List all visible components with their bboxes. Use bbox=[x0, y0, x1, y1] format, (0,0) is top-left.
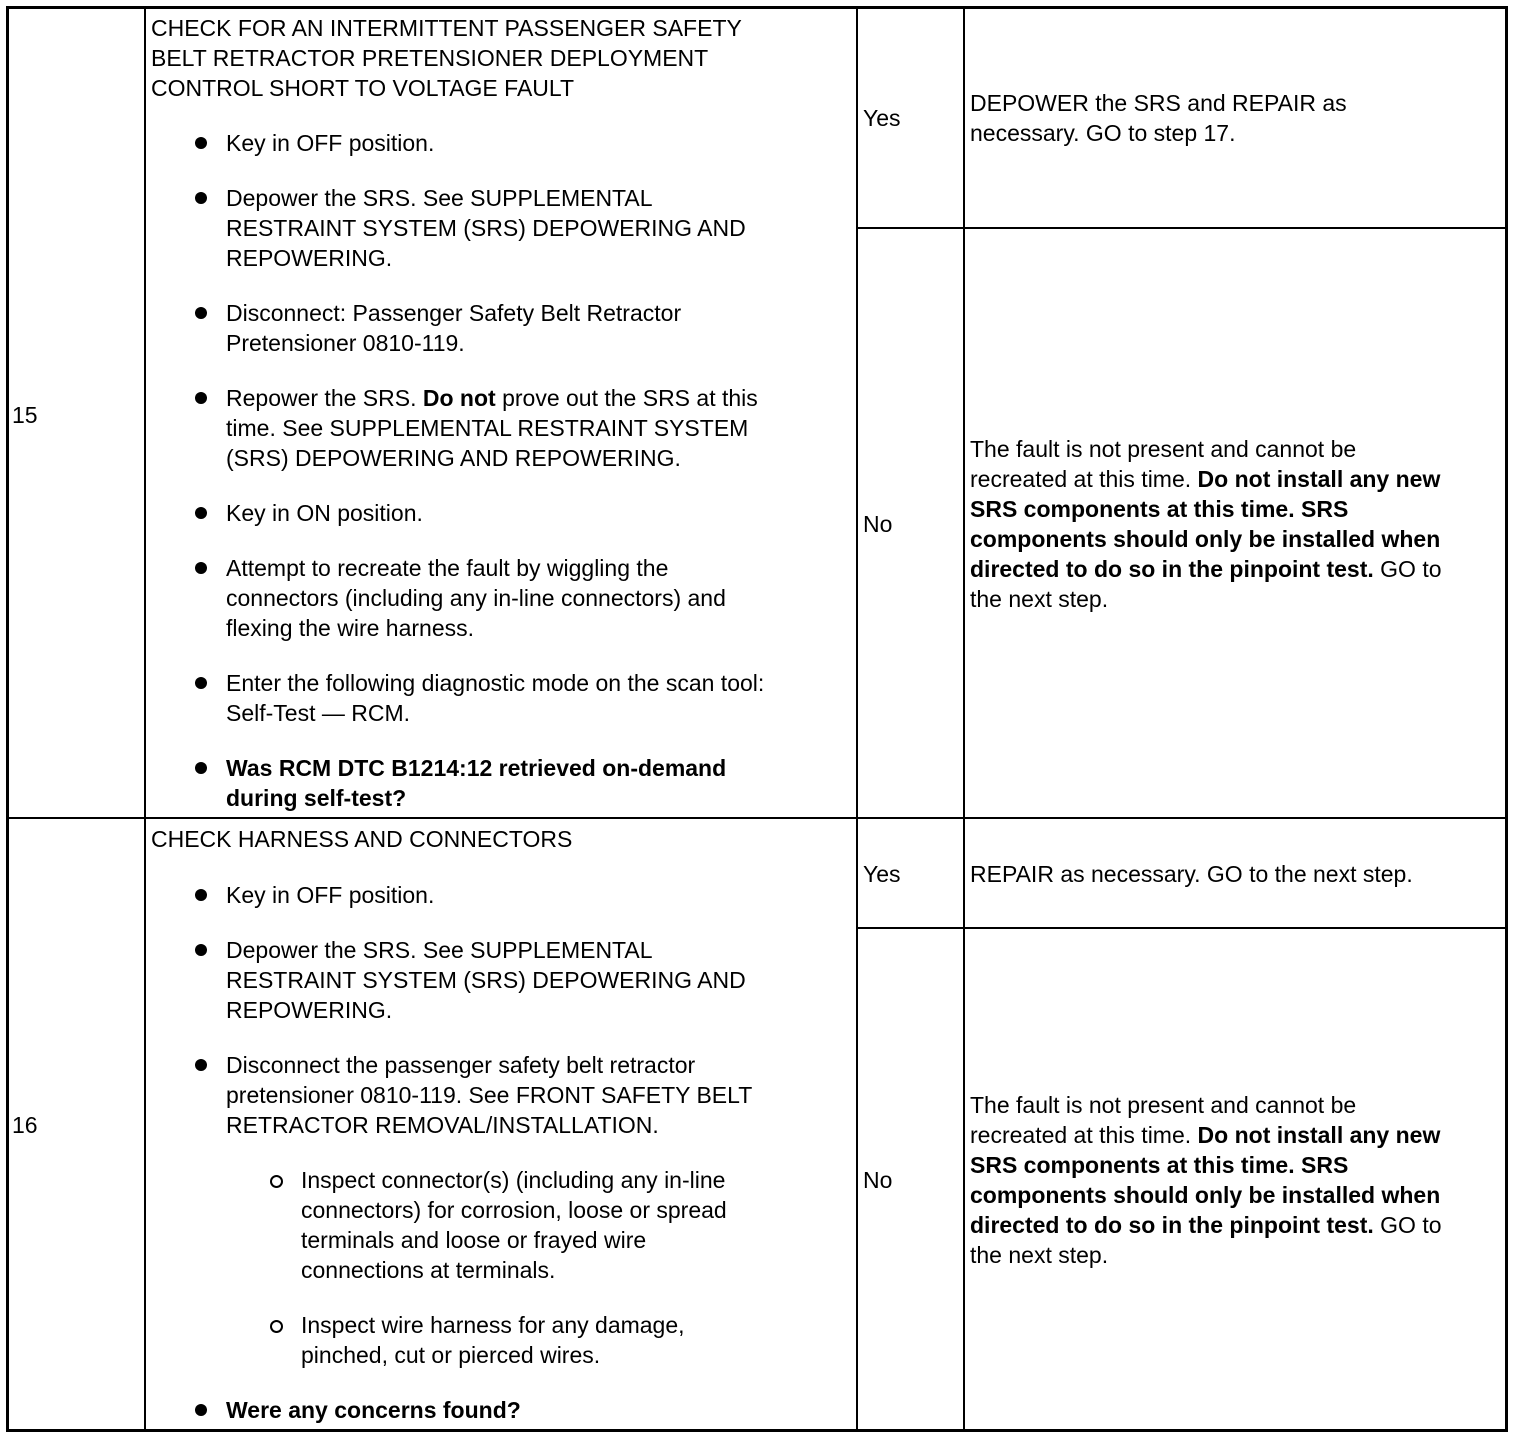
procedure-step: Key in ON position. bbox=[226, 500, 423, 526]
bullet-icon bbox=[195, 677, 207, 689]
procedure-step: connectors (including any in-line connectors) and bbox=[226, 585, 726, 611]
bullet-icon bbox=[195, 562, 207, 574]
column-divider bbox=[856, 6, 858, 1432]
inspection-step: terminals and loose or frayed wire bbox=[301, 1227, 647, 1253]
decision-question: Were any concerns found? bbox=[226, 1397, 521, 1423]
procedure-step: pretensioner 0810-119. See FRONT SAFETY BELT bbox=[226, 1082, 753, 1108]
decision-question: during self-test? bbox=[226, 785, 407, 811]
procedure-step: flexing the wire harness. bbox=[226, 615, 475, 641]
step-number: 16 bbox=[12, 1112, 38, 1138]
inspection-step: connections at terminals. bbox=[301, 1257, 556, 1283]
decision-question: Was RCM DTC B1214:12 retrieved on-demand bbox=[226, 755, 727, 781]
inspection-step: Inspect wire harness for any damage, bbox=[301, 1312, 685, 1338]
no-action: the next step. bbox=[970, 1242, 1109, 1268]
procedure-step: REPOWERING. bbox=[226, 997, 393, 1023]
no-action bbox=[970, 554, 1442, 584]
no-action bbox=[970, 1120, 1440, 1150]
procedure-step: Self-Test — RCM. bbox=[226, 700, 411, 726]
column-divider bbox=[144, 6, 146, 1432]
test-heading: CONTROL SHORT TO VOLTAGE FAULT bbox=[151, 75, 575, 101]
procedure-step: REPOWERING. bbox=[226, 245, 393, 271]
step-number: 15 bbox=[12, 402, 38, 428]
bullet-icon bbox=[195, 889, 207, 901]
procedure-step: Enter the following diagnostic mode on the scan tool: bbox=[226, 670, 765, 696]
no-action bbox=[970, 1210, 1442, 1240]
procedure-step-emphasis: Do not bbox=[422, 385, 496, 411]
no-action: The fault is not present and cannot be bbox=[970, 436, 1357, 462]
procedure-step: Key in OFF position. bbox=[226, 130, 435, 156]
bullet-icon bbox=[195, 1404, 207, 1416]
test-heading: CHECK FOR AN INTERMITTENT PASSENGER SAFETY bbox=[151, 15, 742, 41]
no-action: the next step. bbox=[970, 586, 1109, 612]
procedure-step: Disconnect the passenger safety belt retractor bbox=[226, 1052, 696, 1078]
sub-bullet-icon bbox=[270, 1320, 283, 1333]
no-action-emphasis: components should only be installed when bbox=[970, 526, 1441, 552]
bullet-icon bbox=[195, 507, 207, 519]
procedure-step: Disconnect: Passenger Safety Belt Retractor bbox=[226, 300, 682, 326]
no-action-text: GO to bbox=[1373, 1212, 1442, 1238]
inspection-step: Inspect connector(s) (including any in-line bbox=[301, 1167, 726, 1193]
no-label: No bbox=[863, 1167, 893, 1193]
no-action-emphasis: directed to do so in the pinpoint test. bbox=[970, 556, 1374, 582]
yes-action: necessary. GO to step 17. bbox=[970, 120, 1236, 146]
no-action-emphasis: SRS components at this time. SRS bbox=[970, 496, 1349, 522]
no-label: No bbox=[863, 511, 893, 537]
procedure-step-text: prove out the SRS at this bbox=[495, 385, 758, 411]
test-heading: CHECK HARNESS AND CONNECTORS bbox=[151, 826, 573, 852]
no-action-emphasis: Do not install any new bbox=[1197, 1122, 1441, 1148]
procedure-step: Depower the SRS. See SUPPLEMENTAL bbox=[226, 937, 653, 963]
no-action-emphasis: components should only be installed when bbox=[970, 1182, 1441, 1208]
procedure-step: RETRACTOR REMOVAL/INSTALLATION. bbox=[226, 1112, 659, 1138]
bullet-icon bbox=[195, 762, 207, 774]
column-divider bbox=[963, 6, 965, 1432]
procedure-step: Pretensioner 0810-119. bbox=[226, 330, 465, 356]
procedure-step: time. See SUPPLEMENTAL RESTRAINT SYSTEM bbox=[226, 415, 749, 441]
bullet-icon bbox=[195, 307, 207, 319]
no-action-text: recreated at this time. bbox=[970, 466, 1198, 492]
procedure-step: RESTRAINT SYSTEM (SRS) DEPOWERING AND bbox=[226, 215, 746, 241]
yes-no-divider bbox=[856, 927, 1508, 929]
no-action-text: recreated at this time. bbox=[970, 1122, 1198, 1148]
bullet-icon bbox=[195, 192, 207, 204]
sub-bullet-icon bbox=[270, 1175, 283, 1188]
procedure-step: (SRS) DEPOWERING AND REPOWERING. bbox=[226, 445, 681, 471]
procedure-step: RESTRAINT SYSTEM (SRS) DEPOWERING AND bbox=[226, 967, 746, 993]
bullet-icon bbox=[195, 944, 207, 956]
no-action-emphasis: Do not install any new bbox=[1197, 466, 1441, 492]
procedure-step-text: Repower the SRS. bbox=[226, 385, 423, 411]
no-action-emphasis: SRS components at this time. SRS bbox=[970, 1152, 1349, 1178]
bullet-icon bbox=[195, 1059, 207, 1071]
bullet-icon bbox=[195, 392, 207, 404]
no-action-emphasis: directed to do so in the pinpoint test. bbox=[970, 1212, 1374, 1238]
yes-action: REPAIR as necessary. GO to the next step. bbox=[970, 861, 1413, 887]
yes-label: Yes bbox=[863, 105, 901, 131]
yes-no-divider bbox=[856, 227, 1508, 229]
inspection-step: pinched, cut or pierced wires. bbox=[301, 1342, 601, 1368]
procedure-step: Depower the SRS. See SUPPLEMENTAL bbox=[226, 185, 653, 211]
yes-action: DEPOWER the SRS and REPAIR as bbox=[970, 90, 1347, 116]
procedure-step: Key in OFF position. bbox=[226, 882, 435, 908]
yes-label: Yes bbox=[863, 861, 901, 887]
inspection-step: connectors) for corrosion, loose or spread bbox=[301, 1197, 727, 1223]
procedure-step bbox=[226, 383, 758, 413]
no-action: The fault is not present and cannot be bbox=[970, 1092, 1357, 1118]
procedure-step: Attempt to recreate the fault by wiggling the bbox=[226, 555, 669, 581]
bullet-icon bbox=[195, 137, 207, 149]
row-divider bbox=[6, 817, 1508, 819]
no-action bbox=[970, 464, 1440, 494]
no-action-text: GO to bbox=[1373, 556, 1442, 582]
test-heading: BELT RETRACTOR PRETENSIONER DEPLOYMENT bbox=[151, 45, 709, 71]
